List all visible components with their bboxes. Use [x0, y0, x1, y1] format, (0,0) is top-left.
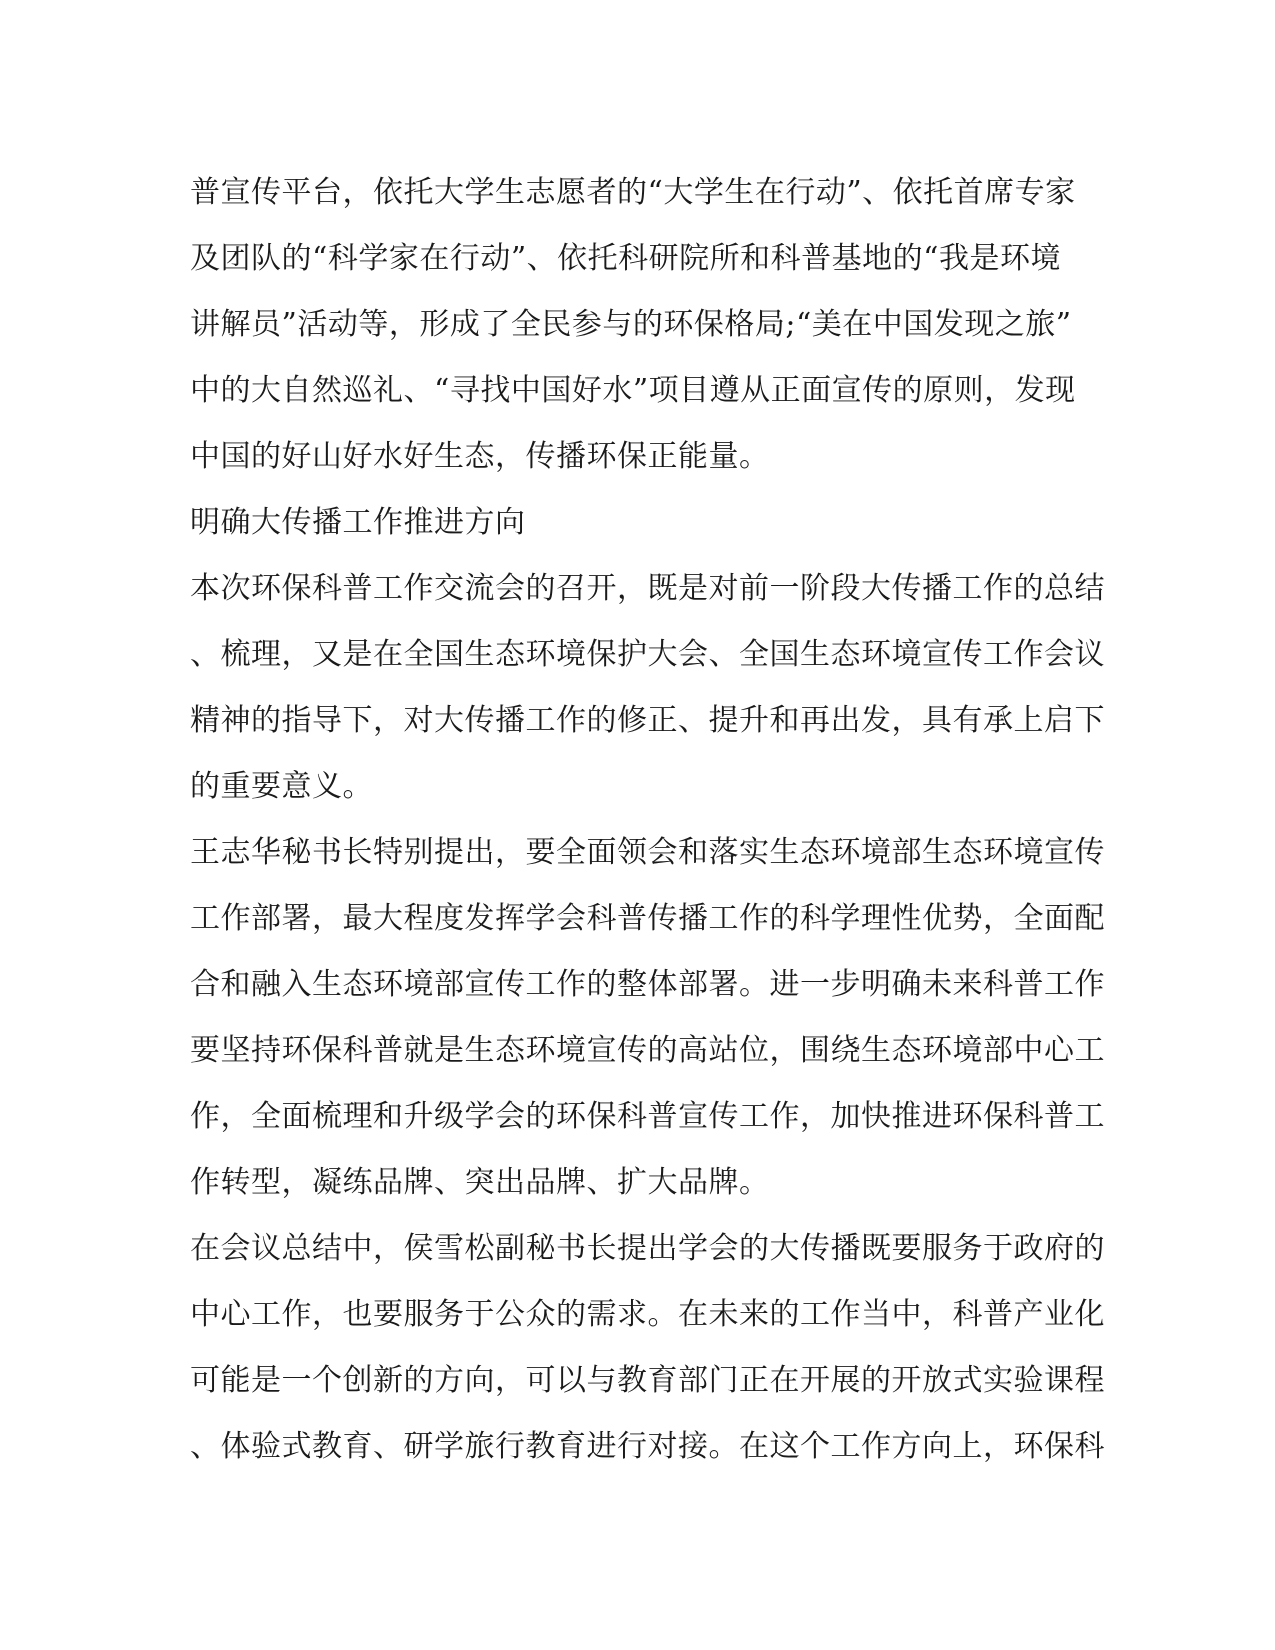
text-line: 、梳理，又是在全国生态环境保护大会、全国生态环境宣传工作会议 [190, 637, 1105, 672]
text-line: 要坚持环保科普就是生态环境宣传的高站位，围绕生态环境部中心工 [190, 1033, 1105, 1068]
text-line: 、体验式教育、研学旅行教育进行对接。在这个工作方向上，环保科 [190, 1429, 1105, 1464]
text-line: 作转型，凝练品牌、突出品牌、扩大品牌。 [190, 1165, 770, 1200]
text-line: 可能是一个创新的方向，可以与教育部门正在开展的开放式实验课程 [190, 1363, 1105, 1398]
text-line: 中国的好山好水好生态，传播环保正能量。 [190, 439, 770, 474]
text-line: 合和融入生态环境部宣传工作的整体部署。进一步明确未来科普工作 [190, 967, 1105, 1002]
text-line: 中的大自然巡礼、“寻找中国好水”项目遵从正面宣传的原则，发现 [190, 373, 1076, 408]
text-line: 精神的指导下，对大传播工作的修正、提升和再出发，具有承上启下 [190, 703, 1105, 738]
text-line: 中心工作，也要服务于公众的需求。在未来的工作当中，科普产业化 [190, 1297, 1105, 1332]
text-line: 王志华秘书长特别提出，要全面领会和落实生态环境部生态环境宣传 [190, 835, 1105, 870]
text-line: 在会议总结中，侯雪松副秘书长提出学会的大传播既要服务于政府的 [190, 1231, 1105, 1266]
document-body [190, 160, 1105, 1480]
text-line: 讲解员”活动等，形成了全民参与的环保格局;“美在中国发现之旅” [190, 307, 1072, 342]
text-line: 工作部署，最大程度发挥学会科普传播工作的科学理性优势，全面配 [190, 901, 1105, 936]
text-line: 普宣传平台，依托大学生志愿者的“大学生在行动”、依托首席专家 [190, 175, 1076, 210]
text-line: 本次环保科普工作交流会的召开，既是对前一阶段大传播工作的总结 [190, 571, 1105, 606]
text-line: 作，全面梳理和升级学会的环保科普宣传工作，加快推进环保科普工 [190, 1099, 1105, 1134]
text-line: 及团队的“科学家在行动”、依托科研院所和科普基地的“我是环境 [190, 241, 1062, 276]
text-line: 的重要意义。 [190, 769, 373, 804]
section-heading: 明确大传播工作推进方向 [190, 505, 526, 540]
